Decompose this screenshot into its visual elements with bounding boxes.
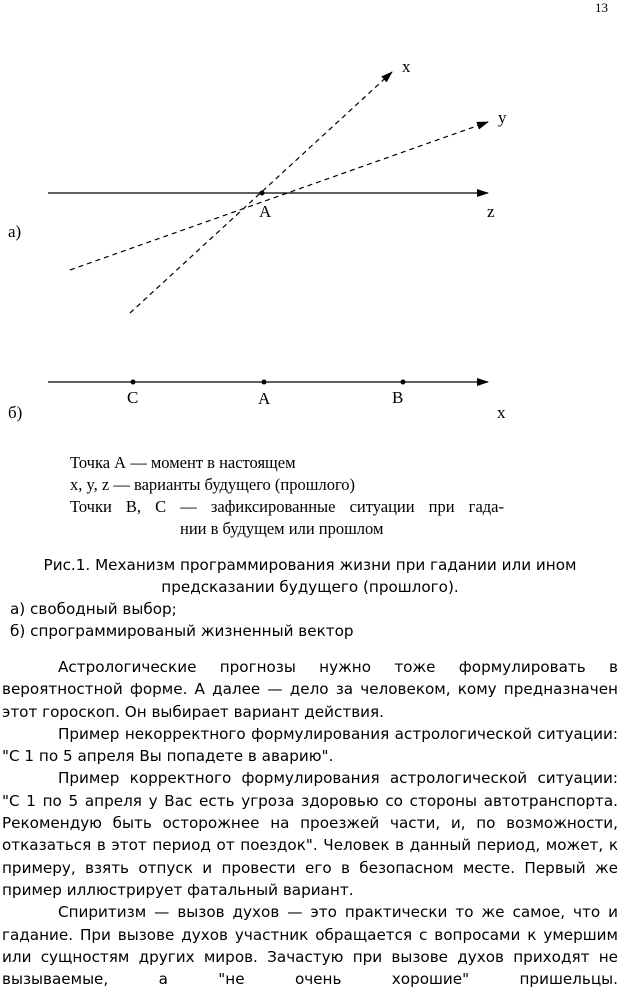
figure-caption [10,554,610,642]
legend-line: нии в будущем или прошлом [180,519,384,538]
label-point-c: C [127,388,139,407]
legend-line: x, y, z — варианты будущего (прошлого) [70,475,356,494]
vector-y-dashed [70,122,488,270]
point-b-marker [401,380,406,385]
page-number: 13 [595,0,608,15]
caption-line: предсказании будущего (прошлого). [161,578,459,596]
label-x-top: x [402,57,411,76]
legend-line: Точки B, С — зафиксированные ситуации при гада- [70,497,504,516]
caption-line: б) спрограммированый жизненный вектор [10,622,354,640]
label-z: z [487,202,495,221]
body-text [2,656,618,990]
label-y: y [498,108,507,127]
caption-line: Рис.1. Механизм программирования жизни при гадании или ином [43,556,577,574]
paragraph: Астрологические прогнозы нужно тоже формулировать в вероятностной форме. А далее — дело за человеком, кому предназначен этот гороскоп. Он выбирает вариант действия. [2,658,618,721]
label-point-b: B [392,388,404,407]
caption-line: а) свободный выбор; [10,600,177,618]
label-point-a2: A [258,389,271,408]
label-point-a: A [259,202,272,221]
point-a2-marker [262,380,267,385]
label-x-bottom: x [497,403,506,422]
point-c-marker [131,380,136,385]
paragraph: Спиритизм — вызов духов — это практически то же самое, что и гадание. При вызове духов участник обращается с вопросами к умершим или сущностям других миров. Зачастую при вызове духов приходят не вызываемые, а "не очень хорошие" пришельцы. [2,903,618,989]
figure-diagram [0,0,620,450]
figure-legend [70,452,504,540]
legend-line: Точка А — момент в настоящем [70,453,296,472]
label-part-b: б) [8,403,23,422]
point-a-marker [260,191,265,196]
paragraph: Пример корректного формулирования астрологической ситуации: "С 1 по 5 апреля у Вас есть угроза здоровью со стороны автотранспорта. Рекомендую быть осторожнее на проезжей части, и, по возможности, отказаться в этот период от поездок". Человек в данный период, может, к примеру, взять отпуск и провести его в безопасном месте. Первый же пример иллюстрирует фатальный вариант. [2,769,618,899]
paragraph: Пример некорректного формулирования астрологической ситуации: "С 1 по 5 апреля Вы попадете в аварию". [2,724,618,766]
label-part-a: а) [8,222,22,241]
